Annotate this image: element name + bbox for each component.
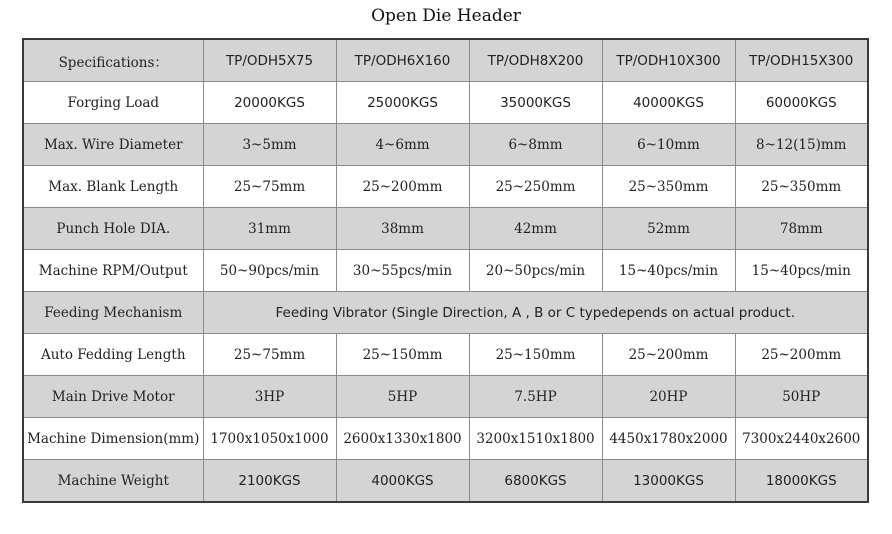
table-cell: 6800KGS xyxy=(469,460,602,503)
table-cell: 15~40pcs/min xyxy=(602,250,735,292)
row-label: Main Drive Motor xyxy=(23,376,203,418)
row-label: Forging Load xyxy=(23,82,203,124)
table-cell: 6~8mm xyxy=(469,124,602,166)
table-row-main-drive-motor xyxy=(23,376,868,418)
table-cell: 25000KGS xyxy=(336,82,469,124)
table-cell: 20HP xyxy=(602,376,735,418)
table-cell: 25~350mm xyxy=(602,166,735,208)
table-row-feeding-mechanism xyxy=(23,292,868,334)
page-title: Open Die Header xyxy=(371,6,521,26)
table-cell: 7.5HP xyxy=(469,376,602,418)
table-row-punch-hole-dia xyxy=(23,208,868,250)
table-cell: 2600x1330x1800 xyxy=(336,418,469,460)
table-cell: 3200x1510x1800 xyxy=(469,418,602,460)
table-cell: 18000KGS xyxy=(735,460,868,503)
table-row-max-blank-length xyxy=(23,166,868,208)
table-cell: 25~200mm xyxy=(602,334,735,376)
table-cell: 3HP xyxy=(203,376,336,418)
table-cell: 38mm xyxy=(336,208,469,250)
table-cell: 25~200mm xyxy=(336,166,469,208)
model-header: TP/ODH15X300 xyxy=(735,39,868,82)
table-row-machine-dimension xyxy=(23,418,868,460)
table-cell: 25~75mm xyxy=(203,334,336,376)
table-cell: 5HP xyxy=(336,376,469,418)
row-label: Feeding Mechanism xyxy=(23,292,203,334)
table-cell: 25~350mm xyxy=(735,166,868,208)
model-header: TP/ODH5X75 xyxy=(203,39,336,82)
table-cell: 13000KGS xyxy=(602,460,735,503)
table-cell: 20~50pcs/min xyxy=(469,250,602,292)
table-cell: 15~40pcs/min xyxy=(735,250,868,292)
table-cell: 52mm xyxy=(602,208,735,250)
table-cell: 25~150mm xyxy=(336,334,469,376)
table-cell: 2100KGS xyxy=(203,460,336,503)
model-header: TP/ODH6X160 xyxy=(336,39,469,82)
table-cell: 4~6mm xyxy=(336,124,469,166)
model-header: TP/ODH8X200 xyxy=(469,39,602,82)
table-cell: 8~12(15)mm xyxy=(735,124,868,166)
table-cell: 30~55pcs/min xyxy=(336,250,469,292)
table-row-forging-load xyxy=(23,82,868,124)
table-row-auto-fedding-length xyxy=(23,334,868,376)
table-cell: 20000KGS xyxy=(203,82,336,124)
table-cell: 60000KGS xyxy=(735,82,868,124)
table-cell: 50HP xyxy=(735,376,868,418)
table-cell: 78mm xyxy=(735,208,868,250)
table-cell: 4000KGS xyxy=(336,460,469,503)
table-cell: 3~5mm xyxy=(203,124,336,166)
row-label: Punch Hole DIA. xyxy=(23,208,203,250)
table-cell: 1700x1050x1000 xyxy=(203,418,336,460)
model-header: TP/ODH10X300 xyxy=(602,39,735,82)
table-cell: 25~200mm xyxy=(735,334,868,376)
table-cell: 7300x2440x2600 xyxy=(735,418,868,460)
header-label: Specifications： xyxy=(23,39,203,82)
table-cell: 31mm xyxy=(203,208,336,250)
table-cell-merged: Feeding Vibrator (Single Direction, A , B or C typedepends on actual product. xyxy=(203,292,868,334)
row-label: Machine Dimension(mm) xyxy=(23,418,203,460)
table-cell: 40000KGS xyxy=(602,82,735,124)
row-label: Auto Fedding Length xyxy=(23,334,203,376)
specifications-table xyxy=(22,38,869,503)
row-label: Machine Weight xyxy=(23,460,203,503)
row-label: Machine RPM/Output xyxy=(23,250,203,292)
table-row-machine-rpm-output xyxy=(23,250,868,292)
row-label: Max. Blank Length xyxy=(23,166,203,208)
row-label: Max. Wire Diameter xyxy=(23,124,203,166)
table-cell: 25~250mm xyxy=(469,166,602,208)
table-cell: 42mm xyxy=(469,208,602,250)
table-cell: 25~75mm xyxy=(203,166,336,208)
table-cell: 25~150mm xyxy=(469,334,602,376)
table-cell: 35000KGS xyxy=(469,82,602,124)
table-cell: 6~10mm xyxy=(602,124,735,166)
header-row xyxy=(23,39,868,82)
table-row-max-wire-diameter xyxy=(23,124,868,166)
table-row-machine-weight xyxy=(23,460,868,503)
table-cell: 50~90pcs/min xyxy=(203,250,336,292)
table-cell: 4450x1780x2000 xyxy=(602,418,735,460)
